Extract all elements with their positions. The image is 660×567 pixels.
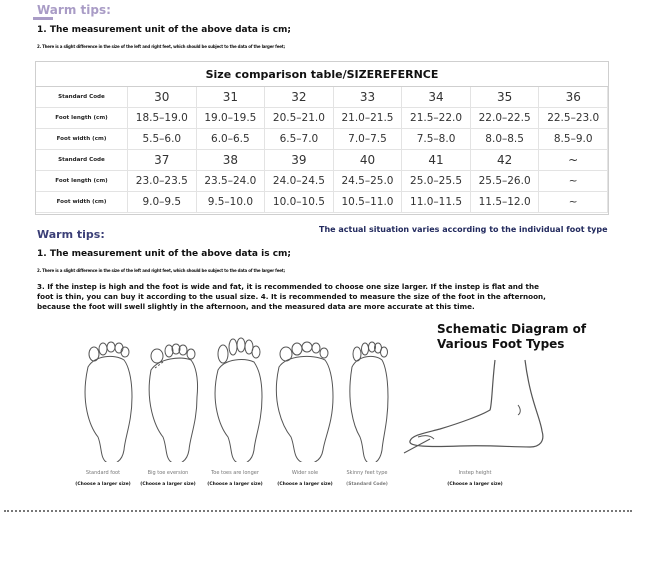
table-cell: 21.0–21.5 (334, 108, 403, 129)
table-cell: 9.5–10.0 (197, 192, 266, 213)
table-cell: 42 (471, 150, 540, 171)
table-cell: 23.5–24.0 (197, 171, 266, 192)
foot-type-label-6: Instep height (458, 470, 492, 476)
wider-sole (276, 342, 333, 462)
table-cell: 25.5–26.0 (471, 171, 540, 192)
soles-drawing (70, 322, 400, 462)
foot-type-label-2: Big toe eversion (147, 470, 189, 476)
foot-type-sub-3: (Choose a larger size) (207, 482, 263, 487)
dotted-divider (4, 510, 632, 512)
table-cell: 35 (471, 87, 540, 108)
foot-type-sub-6: (Choose a larger size) (447, 482, 503, 487)
warm-tips-title-top: Warm tips: (37, 3, 111, 17)
table-cell: 11.5–12.0 (471, 192, 540, 213)
long-toes-sole (215, 338, 262, 462)
table-row-label: Foot width (cm) (36, 192, 128, 213)
table-cell: 34 (402, 87, 471, 108)
warm-tips-title-bottom: Warm tips: (37, 228, 105, 241)
table-row-label: Standard Code (36, 150, 128, 171)
table-cell: 6.5–7.0 (265, 129, 334, 150)
table-cell: 11.0–11.5 (402, 192, 471, 213)
table-cell: 8.5–9.0 (539, 129, 608, 150)
table-cell: 9.0–9.5 (128, 192, 197, 213)
table-row-label: Foot length (cm) (36, 171, 128, 192)
actual-situation-note: The actual situation varies according to the individual foot type (319, 225, 608, 234)
table-cell: 18.5–19.0 (128, 108, 197, 129)
table-cell: 31 (197, 87, 266, 108)
table-cell: 24.5–25.0 (334, 171, 403, 192)
foot-type-sub-2: (Choose a larger size) (140, 482, 196, 487)
table-cell: 22.0–22.5 (471, 108, 540, 129)
table-cell: 38 (197, 150, 266, 171)
table-cell: 6.0–6.5 (197, 129, 266, 150)
foot-type-sub-5: (Standard Code) (346, 482, 388, 487)
foot-type-label-3: Toe toes are longer (211, 470, 259, 476)
table-cell: 36 (539, 87, 608, 108)
table-cell: 5.5–6.0 (128, 129, 197, 150)
table-cell: 23.0–23.5 (128, 171, 197, 192)
tip-line-1-top: 1. The measurement unit of the above data is cm; (37, 25, 292, 35)
table-cell: 21.5–22.0 (402, 108, 471, 129)
table-cell: ~ (539, 150, 608, 171)
table-row-label: Foot width (cm) (36, 129, 128, 150)
skinny-foot-sole (350, 342, 388, 462)
tips-accent-bar (33, 17, 53, 20)
big-toe-eversion-sole (149, 344, 197, 462)
foot-types-illustration (70, 322, 400, 502)
table-cell: 10.5–11.0 (334, 192, 403, 213)
table-cell: 30 (128, 87, 197, 108)
table-cell: 39 (265, 150, 334, 171)
table-cell: 7.0–7.5 (334, 129, 403, 150)
size-table-grid (36, 87, 608, 213)
table-cell: 22.5–23.0 (539, 108, 608, 129)
table-cell: 24.0–24.5 (265, 171, 334, 192)
foot-type-label-4: Wider sole (291, 470, 319, 476)
table-cell: 40 (334, 150, 403, 171)
table-cell: 25.0–25.5 (402, 171, 471, 192)
foot-type-label-1: Standard foot (85, 470, 121, 476)
size-table-title: Size comparison table/SIZEREFERNCE (36, 62, 608, 87)
table-cell: 19.0–19.5 (197, 108, 266, 129)
foot-type-label-5: Skinny feet type (346, 470, 388, 476)
standard-foot-sole (85, 342, 132, 462)
table-cell: 33 (334, 87, 403, 108)
table-cell: 32 (265, 87, 334, 108)
table-cell: 10.0–10.5 (265, 192, 334, 213)
tip-line-2-top: 2. There is a slight difference in the size of the left and right feet, which should be subject to the data of the larger feet; (37, 44, 285, 49)
table-cell: ~ (539, 192, 608, 213)
table-cell: 20.5–21.0 (265, 108, 334, 129)
tip-line-2-bottom: 2. There is a slight difference in the size of the left and right feet, which should be subject to the data of the larger feet; (37, 268, 285, 273)
foot-type-sub-1: (Choose a larger size) (75, 482, 131, 487)
foot-type-sub-4: (Choose a larger size) (277, 482, 333, 487)
instep-side-view-drawing (400, 355, 550, 455)
size-comparison-table (35, 61, 609, 215)
table-cell: 8.0–8.5 (471, 129, 540, 150)
table-cell: ~ (539, 171, 608, 192)
table-row-label: Foot length (cm) (36, 108, 128, 129)
tip-line-1-bottom: 1. The measurement unit of the above data is cm; (37, 249, 292, 259)
table-row-label: Standard Code (36, 87, 128, 108)
schematic-diagram-title: Schematic Diagram of Various Foot Types (437, 322, 587, 351)
table-cell: 37 (128, 150, 197, 171)
tip-line-3-bottom: 3. If the instep is high and the foot is wide and fat, it is recommended to choose one size larger. If the instep is flat and the foot is thin, you can buy it according to the usual size. 4. It is recommended to measure the size of the foot in the afternoon, because the foot will swell slightly in the afternoon, and the measured data are more accurate at this time. (37, 282, 546, 311)
table-cell: 7.5–8.0 (402, 129, 471, 150)
table-cell: 41 (402, 150, 471, 171)
